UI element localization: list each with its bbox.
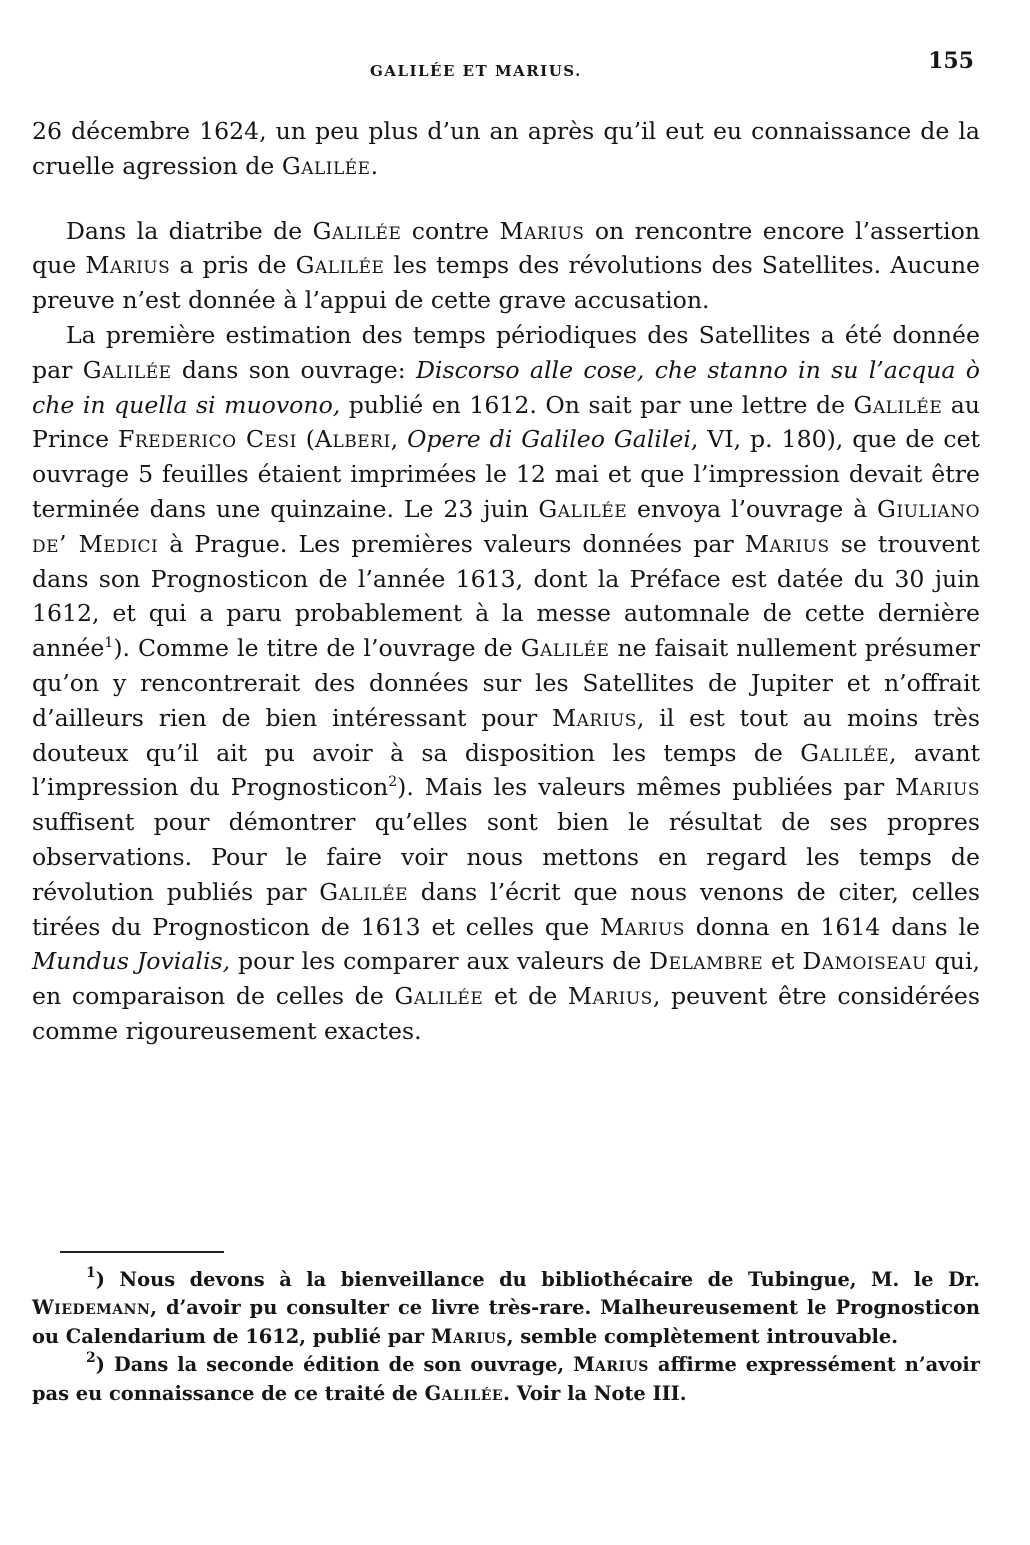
footnote-2: $^2$) Dans la seconde édition de son ouvrage, Marius affirme expressément n’avoir pas eu connaissance de ce traité de Galilée. Voir la Note III.	[32, 1350, 980, 1405]
footnote-divider	[60, 1251, 224, 1253]
running-title: GALILÉE ET MARIUS.	[370, 62, 582, 80]
footnotes	[32, 1266, 980, 1408]
body-text	[32, 114, 980, 1049]
page-number: 155	[928, 48, 974, 74]
footnote-1: $^1$) Nous devons à la bienveillance du bibliothécaire de Tubingue, M. le Dr. Wiedemann, d’avoir pu consulter ce livre très-rare. Malheureusement le Prognosticon ou Calendarium de 1612, publié par Marius, semble complètement introuvable.	[32, 1265, 980, 1348]
page-header	[30, 48, 980, 82]
paragraph-3: La première estimation des temps périodiques des Satellites a été donnée par Galilée dans son ouvrage: Discorso alle cose, che stanno in su l’acqua ò che in quella si muovono, publié en 1612. On sait par une lettre de Galilée au Prince Frederico Cesi (Alberi, Opere di Galileo Galilei, VI, p. 180), que de cet ouvrage 5 feuilles étaient imprimées le 12 mai et que l’impression devait être terminée dans une quinzaine. Le 23 juin Galilée envoya l’ouvrage à Giuliano de’ Medici à Prague. Les premières valeurs données par Marius se trouvent dans son Prognosticon de l’année 1613, dont la Préface est datée du 30 juin 1612, et qui a paru probablement à la messe automnale de cette dernière année$^1$). Comme le titre de l’ouvrage de Galilée ne faisait nullement présumer qu’on y rencontrerait des données sur les Satellites de Jupiter et n’offrait d’ailleurs rien de bien intéressant pour Marius, il est tout au moins très douteux qu’il ait pu avoir à sa disposition les temps de Galilée, avant l’impression du Prognosticon$^2$). Mais les valeurs mêmes publiées par Marius suffisent pour démontrer qu’elles sont bien le résultat de ses propres observations. Pour le faire voir nous mettons en regard les temps de révolution publiés par Galilée dans l’écrit que nous venons de citer, celles tirées du Prognosticon de 1613 et celles que Marius donna en 1614 dans le Mundus Jovialis, pour les comparer aux valeurs de Delambre et Damoiseau qui, en comparaison de celles de Galilée et de Marius, peuvent être considérées comme rigoureusement exactes.	[32, 320, 981, 1045]
footnote-ref-1: 1	[104, 635, 114, 652]
paragraph-2: Dans la diatribe de Galilée contre Marius on rencontre encore l’assertion que Marius a pris de Galilée les temps des révolutions des Satellites. Aucune preuve n’est donnée à l’appui de cette grave accusation.	[32, 216, 980, 315]
paragraph-1: 26 décembre 1624, un peu plus d’un an après qu’il eut eu connaissance de la cruelle agression de Galilée.	[32, 117, 980, 180]
footnote-ref-2: 2	[388, 774, 398, 791]
